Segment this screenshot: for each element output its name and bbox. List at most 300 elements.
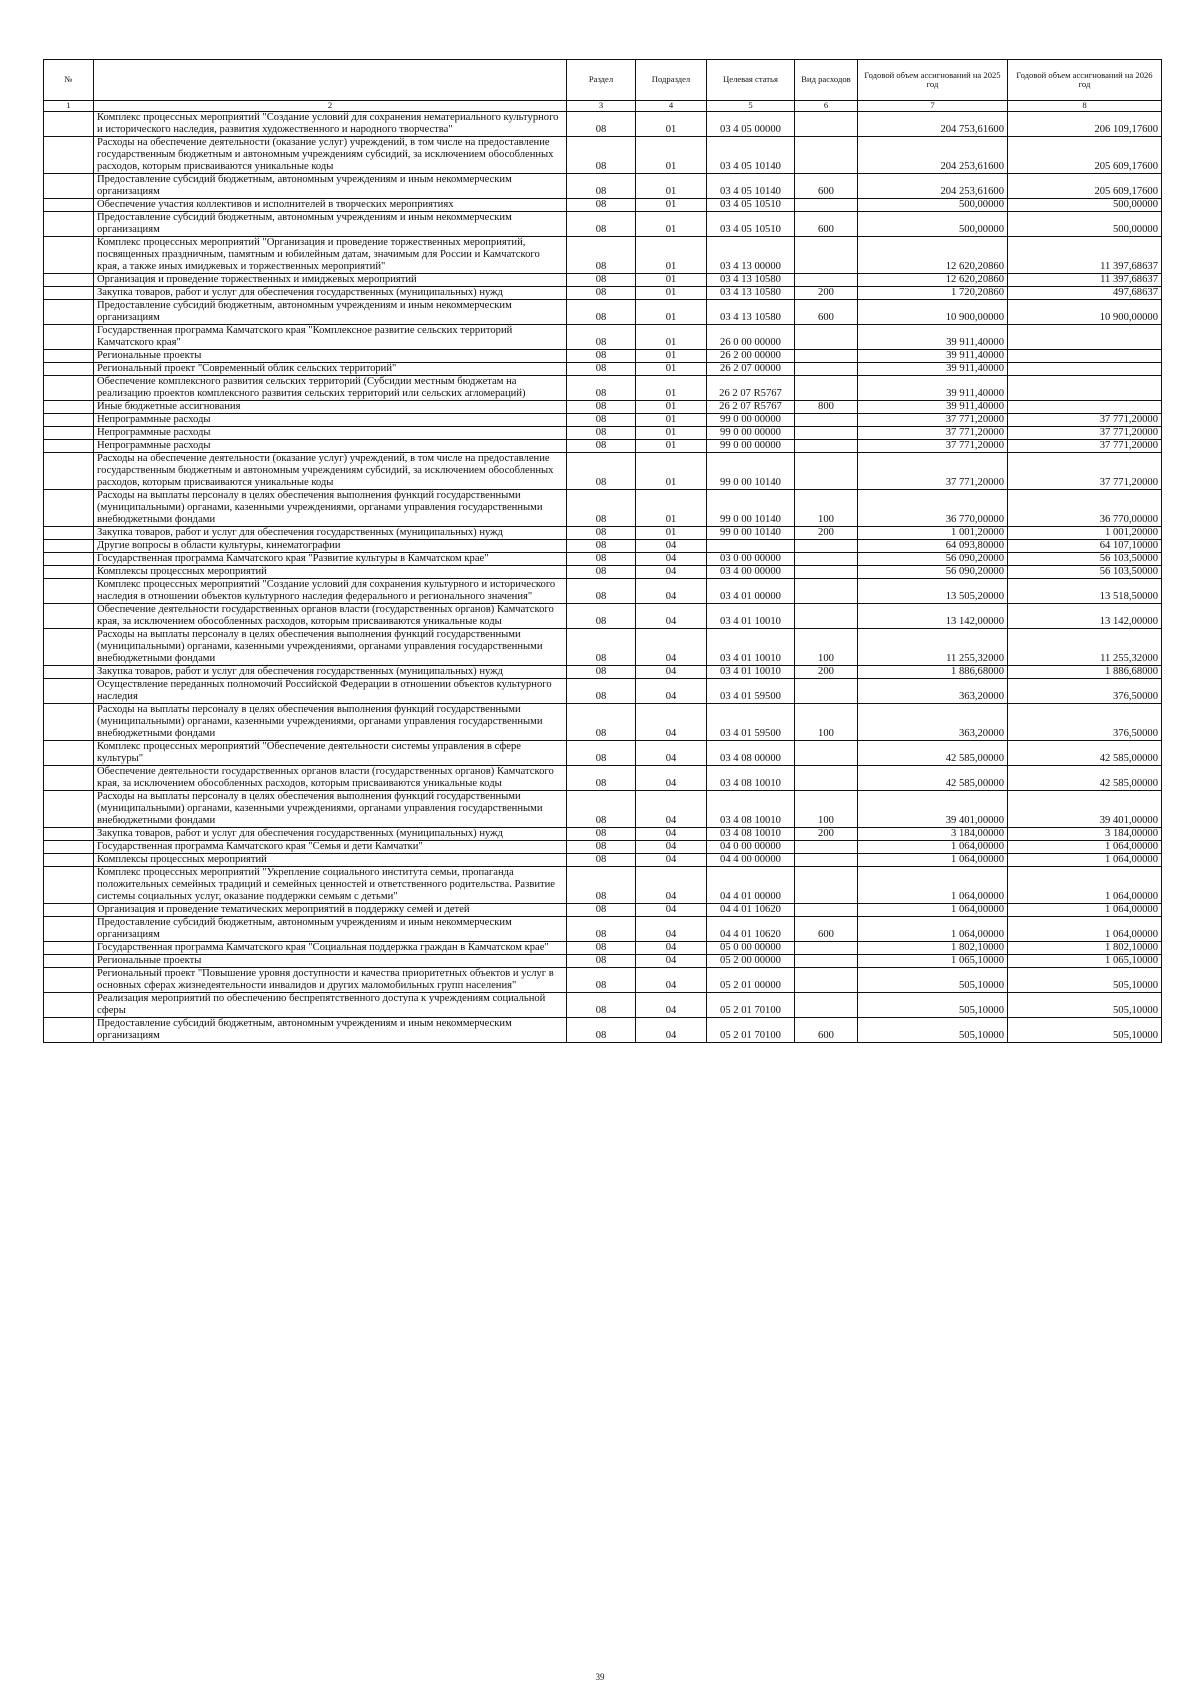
- row-num-cell: [44, 173, 94, 198]
- podrazdel-cell: 01: [636, 198, 707, 211]
- vid-rashodov-cell: [795, 840, 858, 853]
- razdel-cell: 08: [567, 349, 636, 362]
- expense-name-cell: Региональные проекты: [94, 349, 567, 362]
- column-index-row: [44, 101, 1162, 112]
- amount-2025-cell: 39 911,40000: [858, 400, 1008, 413]
- vid-rashodov-cell: [795, 324, 858, 349]
- razdel-cell: 08: [567, 236, 636, 273]
- vid-rashodov-cell: [795, 853, 858, 866]
- table-row: [44, 413, 1162, 426]
- celevaya-statya-cell: 04 0 00 00000: [707, 840, 795, 853]
- razdel-cell: 08: [567, 903, 636, 916]
- row-num-cell: [44, 489, 94, 526]
- amount-2025-cell: 37 771,20000: [858, 426, 1008, 439]
- page-number: 39: [595, 1672, 605, 1682]
- podrazdel-cell: 04: [636, 916, 707, 941]
- expense-name-cell: Расходы на выплаты персоналу в целях обеспечения выполнения функций государственными (муниципальными) органами, казенными учреждениями, органами управления государственными внебюджетными фондами: [94, 790, 567, 827]
- amount-2025-cell: 1 064,00000: [858, 853, 1008, 866]
- row-num-cell: [44, 552, 94, 565]
- razdel-cell: 08: [567, 765, 636, 790]
- razdel-cell: 08: [567, 827, 636, 840]
- razdel-cell: 08: [567, 565, 636, 578]
- vid-rashodov-cell: [795, 452, 858, 489]
- vid-rashodov-cell: [795, 273, 858, 286]
- razdel-cell: 08: [567, 426, 636, 439]
- table-row: [44, 211, 1162, 236]
- vid-rashodov-cell: [795, 765, 858, 790]
- razdel-cell: 08: [567, 539, 636, 552]
- amount-2025-cell: 1 064,00000: [858, 916, 1008, 941]
- amount-2025-cell: 10 900,00000: [858, 299, 1008, 324]
- budget-table: [43, 59, 1162, 1043]
- vid-rashodov-cell: [795, 967, 858, 992]
- podrazdel-cell: 04: [636, 992, 707, 1017]
- razdel-cell: 08: [567, 552, 636, 565]
- amount-2026-cell: 1 064,00000: [1008, 916, 1162, 941]
- expense-name-cell: Обеспечение комплексного развития сельских территорий (Субсидии местным бюджетам на реализацию проектов комплексного развития сельских территорий или сельских агломераций): [94, 375, 567, 400]
- vid-rashodov-cell: [795, 198, 858, 211]
- podrazdel-cell: 01: [636, 489, 707, 526]
- amount-2026-cell: 205 609,17600: [1008, 173, 1162, 198]
- row-num-cell: [44, 578, 94, 603]
- celevaya-statya-cell: 04 4 01 10620: [707, 916, 795, 941]
- podrazdel-cell: 01: [636, 236, 707, 273]
- row-num-cell: [44, 703, 94, 740]
- vid-rashodov-cell: [795, 740, 858, 765]
- vid-rashodov-cell: 200: [795, 526, 858, 539]
- table-row: [44, 765, 1162, 790]
- podrazdel-cell: 04: [636, 827, 707, 840]
- vid-rashodov-cell: [795, 992, 858, 1017]
- document-page: [43, 59, 1161, 1043]
- celevaya-statya-cell: 03 4 08 10010: [707, 827, 795, 840]
- row-num-cell: [44, 628, 94, 665]
- column-index: 3: [567, 101, 636, 112]
- expense-name-cell: Предоставление субсидий бюджетным, автономным учреждениям и иным некоммерческим организациям: [94, 916, 567, 941]
- celevaya-statya-cell: 99 0 00 00000: [707, 439, 795, 452]
- podrazdel-cell: 01: [636, 362, 707, 375]
- row-num-cell: [44, 1017, 94, 1042]
- expense-name-cell: Предоставление субсидий бюджетным, автономным учреждениям и иным некоммерческим организациям: [94, 211, 567, 236]
- amount-2025-cell: 1 001,20000: [858, 526, 1008, 539]
- vid-rashodov-cell: 600: [795, 1017, 858, 1042]
- vid-rashodov-cell: 100: [795, 489, 858, 526]
- table-row: [44, 111, 1162, 136]
- amount-2026-cell: 500,00000: [1008, 211, 1162, 236]
- table-row: [44, 489, 1162, 526]
- amount-2025-cell: 37 771,20000: [858, 439, 1008, 452]
- celevaya-statya-cell: 03 4 01 59500: [707, 703, 795, 740]
- table-row: [44, 173, 1162, 198]
- amount-2026-cell: 505,10000: [1008, 967, 1162, 992]
- celevaya-statya-cell: 05 2 01 70100: [707, 992, 795, 1017]
- expense-name-cell: Комплекс процессных мероприятий "Создание условий для сохранения культурного и исторического наследия в отношении объектов культурного наследия федерального и регионального значения": [94, 578, 567, 603]
- expense-name-cell: Государственная программа Камчатского края "Социальная поддержка граждан в Камчатском крае": [94, 941, 567, 954]
- expense-name-cell: Предоставление субсидий бюджетным, автономным учреждениям и иным некоммерческим организациям: [94, 173, 567, 198]
- table-row: [44, 299, 1162, 324]
- header-vid-rashodov: Вид расходов: [795, 60, 858, 101]
- amount-2026-cell: 36 770,00000: [1008, 489, 1162, 526]
- amount-2026-cell: 11 397,68637: [1008, 273, 1162, 286]
- celevaya-statya-cell: 03 0 00 00000: [707, 552, 795, 565]
- amount-2025-cell: 1 802,10000: [858, 941, 1008, 954]
- amount-2025-cell: 363,20000: [858, 678, 1008, 703]
- expense-name-cell: Государственная программа Камчатского края "Развитие культуры в Камчатском крае": [94, 552, 567, 565]
- expense-name-cell: Государственная программа Камчатского края "Семья и дети Камчатки": [94, 840, 567, 853]
- amount-2026-cell: 37 771,20000: [1008, 413, 1162, 426]
- amount-2026-cell: 1 001,20000: [1008, 526, 1162, 539]
- podrazdel-cell: 01: [636, 439, 707, 452]
- podrazdel-cell: 04: [636, 941, 707, 954]
- podrazdel-cell: 04: [636, 552, 707, 565]
- celevaya-statya-cell: 03 4 08 10010: [707, 790, 795, 827]
- column-index: 1: [44, 101, 94, 112]
- row-num-cell: [44, 426, 94, 439]
- table-row: [44, 827, 1162, 840]
- table-row: [44, 375, 1162, 400]
- table-row: [44, 840, 1162, 853]
- table-row: [44, 426, 1162, 439]
- row-num-cell: [44, 740, 94, 765]
- row-num-cell: [44, 400, 94, 413]
- podrazdel-cell: 04: [636, 539, 707, 552]
- row-num-cell: [44, 526, 94, 539]
- amount-2025-cell: 505,10000: [858, 992, 1008, 1017]
- razdel-cell: 08: [567, 916, 636, 941]
- razdel-cell: 08: [567, 853, 636, 866]
- amount-2026-cell: 505,10000: [1008, 1017, 1162, 1042]
- vid-rashodov-cell: [795, 941, 858, 954]
- podrazdel-cell: 04: [636, 903, 707, 916]
- razdel-cell: 08: [567, 173, 636, 198]
- amount-2026-cell: 64 107,10000: [1008, 539, 1162, 552]
- row-num-cell: [44, 539, 94, 552]
- table-row: [44, 740, 1162, 765]
- celevaya-statya-cell: 03 4 01 10010: [707, 628, 795, 665]
- amount-2025-cell: 37 771,20000: [858, 413, 1008, 426]
- celevaya-statya-cell: 26 2 00 00000: [707, 349, 795, 362]
- podrazdel-cell: 04: [636, 1017, 707, 1042]
- vid-rashodov-cell: [795, 539, 858, 552]
- podrazdel-cell: 01: [636, 273, 707, 286]
- amount-2025-cell: 39 911,40000: [858, 324, 1008, 349]
- table-row: [44, 866, 1162, 903]
- amount-2025-cell: 39 911,40000: [858, 362, 1008, 375]
- vid-rashodov-cell: 600: [795, 299, 858, 324]
- row-num-cell: [44, 565, 94, 578]
- celevaya-statya-cell: 03 4 01 59500: [707, 678, 795, 703]
- table-row: [44, 400, 1162, 413]
- amount-2026-cell: [1008, 349, 1162, 362]
- amount-2026-cell: 13 518,50000: [1008, 578, 1162, 603]
- amount-2025-cell: 500,00000: [858, 198, 1008, 211]
- razdel-cell: 08: [567, 439, 636, 452]
- table-row: [44, 286, 1162, 299]
- row-num-cell: [44, 678, 94, 703]
- column-index: 2: [94, 101, 567, 112]
- amount-2026-cell: 56 103,50000: [1008, 565, 1162, 578]
- row-num-cell: [44, 941, 94, 954]
- razdel-cell: 08: [567, 941, 636, 954]
- razdel-cell: 08: [567, 526, 636, 539]
- celevaya-statya-cell: 03 4 13 00000: [707, 236, 795, 273]
- celevaya-statya-cell: 03 4 05 10140: [707, 136, 795, 173]
- razdel-cell: 08: [567, 840, 636, 853]
- podrazdel-cell: 01: [636, 375, 707, 400]
- vid-rashodov-cell: [795, 236, 858, 273]
- celevaya-statya-cell: 03 4 08 00000: [707, 740, 795, 765]
- vid-rashodov-cell: 100: [795, 790, 858, 827]
- vid-rashodov-cell: [795, 362, 858, 375]
- celevaya-statya-cell: 05 2 01 70100: [707, 1017, 795, 1042]
- razdel-cell: 08: [567, 489, 636, 526]
- row-num-cell: [44, 452, 94, 489]
- vid-rashodov-cell: [795, 413, 858, 426]
- vid-rashodov-cell: 200: [795, 286, 858, 299]
- razdel-cell: 08: [567, 413, 636, 426]
- expense-name-cell: Комплекс процессных мероприятий "Укрепление социального института семьи, пропаганда положительных семейных традиций и семейных ценностей и ответственного родительства. Развитие системы социальных услуг, оказание поддержки семьям с детьми": [94, 866, 567, 903]
- row-num-cell: [44, 866, 94, 903]
- table-row: [44, 552, 1162, 565]
- table-row: [44, 198, 1162, 211]
- row-num-cell: [44, 111, 94, 136]
- row-num-cell: [44, 603, 94, 628]
- header-year-2025: Годовой объем ассигнований на 2025 год: [858, 60, 1008, 101]
- expense-name-cell: Расходы на обеспечение деятельности (оказание услуг) учреждений, в том числе на предоставление государственным бюджетным и автономным учреждениям субсидий, за исключением обособленных расходов, которым присваиваются уникальные коды: [94, 452, 567, 489]
- celevaya-statya-cell: 03 4 01 10010: [707, 665, 795, 678]
- amount-2026-cell: 37 771,20000: [1008, 439, 1162, 452]
- razdel-cell: 08: [567, 866, 636, 903]
- vid-rashodov-cell: 800: [795, 400, 858, 413]
- row-num-cell: [44, 236, 94, 273]
- amount-2025-cell: 12 620,20860: [858, 236, 1008, 273]
- expense-name-cell: Комплекс процессных мероприятий "Создание условий для сохранения нематериального культурного и исторического наследия, развития художественного и народного творчества": [94, 111, 567, 136]
- expense-name-cell: Комплекс процессных мероприятий "Обеспечение деятельности системы управления в сфере культуры": [94, 740, 567, 765]
- vid-rashodov-cell: 200: [795, 827, 858, 840]
- row-num-cell: [44, 439, 94, 452]
- table-header-row: [44, 60, 1162, 101]
- expense-name-cell: Региональные проекты: [94, 954, 567, 967]
- vid-rashodov-cell: [795, 565, 858, 578]
- expense-name-cell: Расходы на выплаты персоналу в целях обеспечения выполнения функций государственными (муниципальными) органами, казенными учреждениями, органами управления государственными внебюджетными фондами: [94, 628, 567, 665]
- podrazdel-cell: 01: [636, 173, 707, 198]
- table-row: [44, 992, 1162, 1017]
- vid-rashodov-cell: 600: [795, 211, 858, 236]
- vid-rashodov-cell: [795, 552, 858, 565]
- podrazdel-cell: 01: [636, 111, 707, 136]
- podrazdel-cell: 04: [636, 790, 707, 827]
- podrazdel-cell: 01: [636, 299, 707, 324]
- amount-2026-cell: 56 103,50000: [1008, 552, 1162, 565]
- table-row: [44, 324, 1162, 349]
- razdel-cell: 08: [567, 603, 636, 628]
- podrazdel-cell: 01: [636, 211, 707, 236]
- vid-rashodov-cell: [795, 426, 858, 439]
- expense-name-cell: Непрограммные расходы: [94, 426, 567, 439]
- podrazdel-cell: 04: [636, 954, 707, 967]
- row-num-cell: [44, 765, 94, 790]
- amount-2025-cell: 363,20000: [858, 703, 1008, 740]
- razdel-cell: 08: [567, 375, 636, 400]
- table-row: [44, 439, 1162, 452]
- amount-2026-cell: [1008, 362, 1162, 375]
- podrazdel-cell: 01: [636, 526, 707, 539]
- celevaya-statya-cell: 03 4 00 00000: [707, 565, 795, 578]
- amount-2025-cell: 12 620,20860: [858, 273, 1008, 286]
- celevaya-statya-cell: 03 4 05 10140: [707, 173, 795, 198]
- amount-2026-cell: [1008, 324, 1162, 349]
- razdel-cell: 08: [567, 324, 636, 349]
- celevaya-statya-cell: [707, 539, 795, 552]
- celevaya-statya-cell: 05 0 00 00000: [707, 941, 795, 954]
- podrazdel-cell: 04: [636, 840, 707, 853]
- celevaya-statya-cell: 04 4 01 00000: [707, 866, 795, 903]
- amount-2025-cell: 505,10000: [858, 1017, 1008, 1042]
- amount-2025-cell: 204 753,61600: [858, 111, 1008, 136]
- header-razdel: Раздел: [567, 60, 636, 101]
- row-num-cell: [44, 286, 94, 299]
- table-row: [44, 603, 1162, 628]
- amount-2026-cell: 1 064,00000: [1008, 840, 1162, 853]
- vid-rashodov-cell: 100: [795, 628, 858, 665]
- table-row: [44, 853, 1162, 866]
- vid-rashodov-cell: [795, 439, 858, 452]
- celevaya-statya-cell: 04 4 00 00000: [707, 853, 795, 866]
- row-num-cell: [44, 273, 94, 286]
- vid-rashodov-cell: [795, 678, 858, 703]
- amount-2026-cell: 1 065,10000: [1008, 954, 1162, 967]
- podrazdel-cell: 01: [636, 413, 707, 426]
- celevaya-statya-cell: 03 4 01 00000: [707, 578, 795, 603]
- amount-2026-cell: 1 802,10000: [1008, 941, 1162, 954]
- celevaya-statya-cell: 05 2 01 00000: [707, 967, 795, 992]
- expense-name-cell: Предоставление субсидий бюджетным, автономным учреждениям и иным некоммерческим организациям: [94, 1017, 567, 1042]
- expense-name-cell: Непрограммные расходы: [94, 439, 567, 452]
- row-num-cell: [44, 198, 94, 211]
- amount-2026-cell: 11 397,68637: [1008, 236, 1162, 273]
- row-num-cell: [44, 916, 94, 941]
- amount-2026-cell: 13 142,00000: [1008, 603, 1162, 628]
- amount-2025-cell: 505,10000: [858, 967, 1008, 992]
- expense-name-cell: Обеспечение участия коллективов и исполнителей в творческих мероприятиях: [94, 198, 567, 211]
- expense-name-cell: Обеспечение деятельности государственных органов власти (государственных органов) Камчатского края, за исключением обособленных расходов, которым присваиваются уникальные коды: [94, 765, 567, 790]
- amount-2026-cell: 11 255,32000: [1008, 628, 1162, 665]
- celevaya-statya-cell: 99 0 00 10140: [707, 452, 795, 489]
- table-row: [44, 678, 1162, 703]
- podrazdel-cell: 01: [636, 349, 707, 362]
- razdel-cell: 08: [567, 740, 636, 765]
- row-num-cell: [44, 324, 94, 349]
- amount-2025-cell: 13 142,00000: [858, 603, 1008, 628]
- row-num-cell: [44, 827, 94, 840]
- razdel-cell: 08: [567, 286, 636, 299]
- table-row: [44, 903, 1162, 916]
- razdel-cell: 08: [567, 967, 636, 992]
- row-num-cell: [44, 299, 94, 324]
- column-index: 7: [858, 101, 1008, 112]
- celevaya-statya-cell: 03 4 05 00000: [707, 111, 795, 136]
- vid-rashodov-cell: 100: [795, 703, 858, 740]
- celevaya-statya-cell: 03 4 13 10580: [707, 273, 795, 286]
- amount-2026-cell: 37 771,20000: [1008, 426, 1162, 439]
- amount-2026-cell: 505,10000: [1008, 992, 1162, 1017]
- amount-2025-cell: 1 720,20860: [858, 286, 1008, 299]
- podrazdel-cell: 04: [636, 765, 707, 790]
- amount-2026-cell: 205 609,17600: [1008, 136, 1162, 173]
- header-year-2026: Годовой объем ассигнований на 2026 год: [1008, 60, 1162, 101]
- row-num-cell: [44, 375, 94, 400]
- table-row: [44, 578, 1162, 603]
- column-index: 8: [1008, 101, 1162, 112]
- razdel-cell: 08: [567, 198, 636, 211]
- razdel-cell: 08: [567, 273, 636, 286]
- expense-name-cell: Расходы на выплаты персоналу в целях обеспечения выполнения функций государственными (муниципальными) органами, казенными учреждениями, органами управления государственными внебюджетными фондами: [94, 703, 567, 740]
- table-row: [44, 1017, 1162, 1042]
- table-row: [44, 565, 1162, 578]
- celevaya-statya-cell: 99 0 00 00000: [707, 426, 795, 439]
- amount-2026-cell: 42 585,00000: [1008, 740, 1162, 765]
- razdel-cell: 08: [567, 678, 636, 703]
- expense-name-cell: Организация и проведение торжественных и имиджевых мероприятий: [94, 273, 567, 286]
- amount-2025-cell: 13 505,20000: [858, 578, 1008, 603]
- razdel-cell: 08: [567, 665, 636, 678]
- razdel-cell: 08: [567, 703, 636, 740]
- vid-rashodov-cell: [795, 111, 858, 136]
- table-row: [44, 628, 1162, 665]
- razdel-cell: 08: [567, 954, 636, 967]
- table-row: [44, 941, 1162, 954]
- table-row: [44, 916, 1162, 941]
- amount-2025-cell: 39 911,40000: [858, 375, 1008, 400]
- table-row: [44, 526, 1162, 539]
- amount-2025-cell: 37 771,20000: [858, 452, 1008, 489]
- razdel-cell: 08: [567, 299, 636, 324]
- podrazdel-cell: 04: [636, 665, 707, 678]
- amount-2026-cell: 10 900,00000: [1008, 299, 1162, 324]
- amount-2025-cell: 11 255,32000: [858, 628, 1008, 665]
- amount-2025-cell: 3 184,00000: [858, 827, 1008, 840]
- table-row: [44, 790, 1162, 827]
- razdel-cell: 08: [567, 578, 636, 603]
- header-podrazdel: Подраздел: [636, 60, 707, 101]
- amount-2026-cell: 1 064,00000: [1008, 866, 1162, 903]
- vid-rashodov-cell: [795, 866, 858, 903]
- amount-2025-cell: 1 065,10000: [858, 954, 1008, 967]
- amount-2025-cell: 500,00000: [858, 211, 1008, 236]
- vid-rashodov-cell: [795, 903, 858, 916]
- row-num-cell: [44, 413, 94, 426]
- expense-name-cell: Реализация мероприятий по обеспечению беспрепятственного доступа к учреждениям социальной сферы: [94, 992, 567, 1017]
- razdel-cell: 08: [567, 790, 636, 827]
- expense-name-cell: Осуществление переданных полномочий Российской Федерации в отношении объектов культурного наследия: [94, 678, 567, 703]
- table-body: [44, 111, 1162, 1042]
- vid-rashodov-cell: [795, 578, 858, 603]
- expense-name-cell: Государственная программа Камчатского края "Комплексное развитие сельских территорий Камчатского края": [94, 324, 567, 349]
- expense-name-cell: Закупка товаров, работ и услуг для обеспечения государственных (муниципальных) нужд: [94, 526, 567, 539]
- celevaya-statya-cell: 26 2 07 R5767: [707, 400, 795, 413]
- table-row: [44, 349, 1162, 362]
- table-row: [44, 665, 1162, 678]
- column-index: 4: [636, 101, 707, 112]
- razdel-cell: 08: [567, 211, 636, 236]
- row-num-cell: [44, 954, 94, 967]
- table-row: [44, 954, 1162, 967]
- celevaya-statya-cell: 04 4 01 10620: [707, 903, 795, 916]
- expense-name-cell: Другие вопросы в области культуры, кинематографии: [94, 539, 567, 552]
- header-celevaya-statya: Целевая статья: [707, 60, 795, 101]
- razdel-cell: 08: [567, 400, 636, 413]
- vid-rashodov-cell: [795, 954, 858, 967]
